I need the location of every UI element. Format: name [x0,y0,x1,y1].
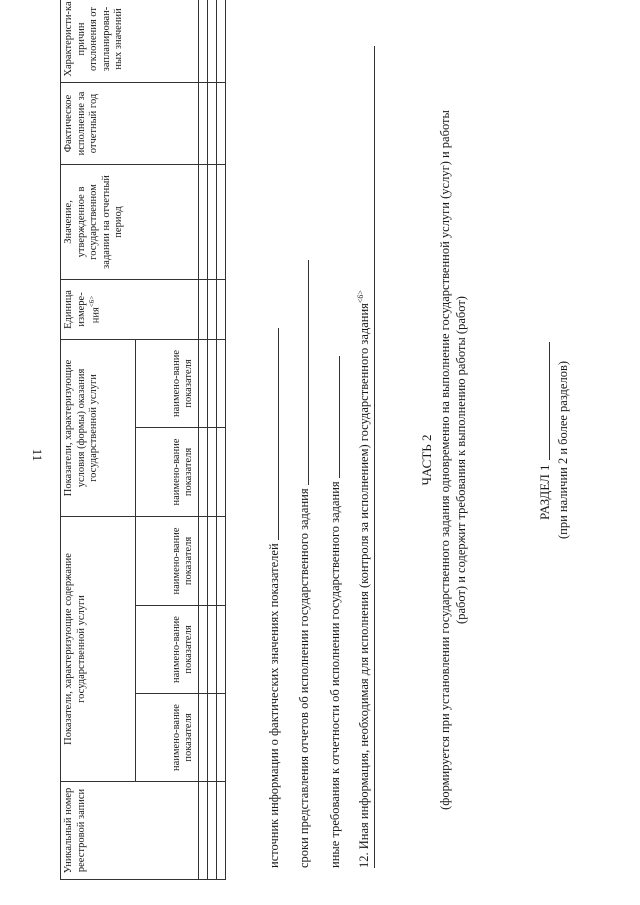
item-12-fill-line [374,46,375,868]
other-requirements-line [328,356,343,868]
item-12-footnote: <6> [356,290,365,304]
fill-in-line [549,342,550,460]
fill-in-line [308,260,309,485]
fill-in-line [339,356,340,478]
part-title: ЧАСТЬ 2 [419,434,434,486]
report-deadlines-line [297,260,312,868]
header-approved-value: Значение, утвержденное в государственном задании на отчетный период [61,164,199,279]
part-note: (формируется при установлении государственного задания одновременно на выполнение государственной услуги (услуг) и работы (работ) и содержит требования к выполнению работы (работ) [438,110,469,810]
subheader-indicator-name: наимено-вание показателя [136,339,199,427]
fill-in-line [278,328,279,540]
header-actual-execution: Фактическое исполнение за отчетный год [61,82,199,164]
landscape-content [60,1,640,880]
header-unit-text: Единица измере-ния [63,290,102,329]
section-title-line [537,342,553,520]
header-content-indicators: Показатели, характеризующие содержание государственной услуги [61,516,136,781]
page-number: 11 [30,448,45,462]
table-row [199,0,208,880]
report-table [60,0,226,880]
table-row [217,0,226,880]
subheader-indicator-name: наимено-вание показателя [136,516,199,605]
subheader-indicator-name: наимено-вание показателя [136,606,199,694]
table-header-row [61,0,136,880]
item-12-other-info [356,290,372,868]
table-row [208,0,217,880]
section-note: (при наличии 2 и более разделов) [556,360,570,540]
header-unit-footnote: <6> [88,295,97,308]
subheader-indicator-name: наимено-вание показателя [136,427,199,516]
section-title: РАЗДЕЛ 1 [537,464,552,520]
item-12-label: 12. Иная информация, необходимая для исполнения (контроля за исполнением) государственного задания [357,303,372,868]
source-of-info-label: источник информации о фактических значениях показателей [267,543,281,868]
source-of-info-line [267,328,282,868]
header-registry-number: Уникальный номер реестровой записи [61,782,199,880]
header-unit [61,279,199,339]
subheader-indicator-name: наимено-вание показателя [136,694,199,782]
other-requirements-label: иные требования к отчетности об исполнении государственного задания [328,481,342,868]
header-condition-indicators: Показатели, характеризующие условия (формы) оказания государственной услуги [61,339,136,516]
header-deviation-reasons: Характеристи-ка причин отклонения от запланирован-ных значений [61,0,199,82]
report-deadlines-label: сроки представления отчетов об исполнении государственного задания [297,488,311,868]
